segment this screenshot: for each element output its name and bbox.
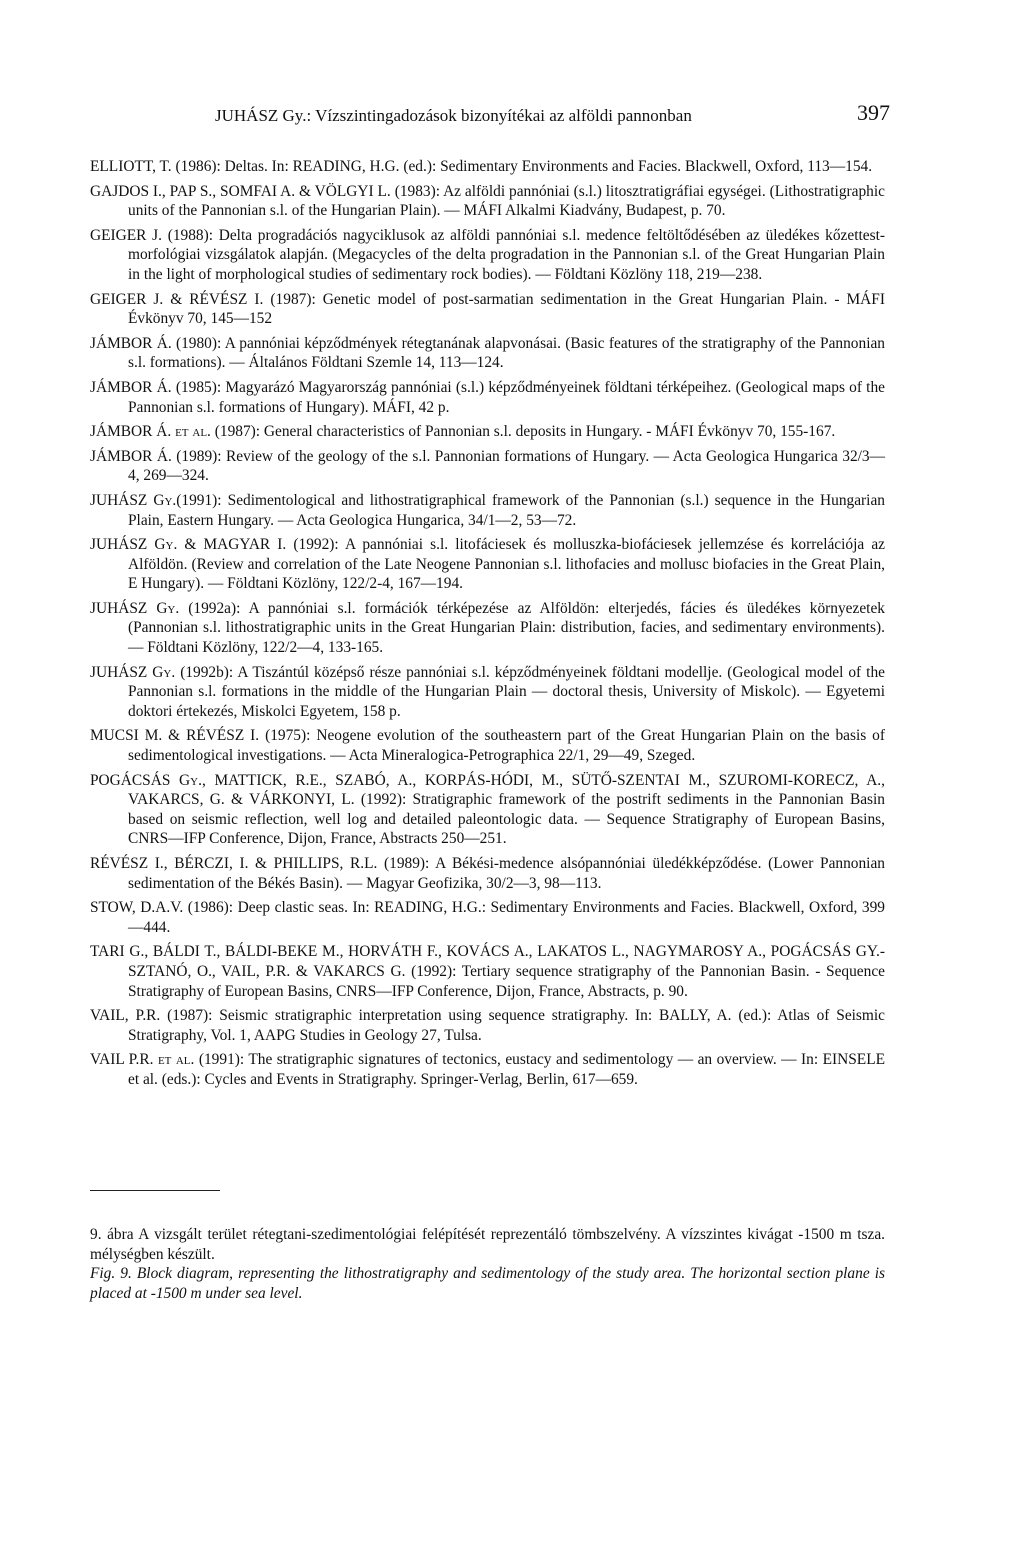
reference-text: (1992): Stratigraphic framework of the postrift sediments in the Pannonian Basin based on seismic reflection, well log and detailed paleontologic data. — Sequence Stratigraphy of European Basins, CNRS—IFP Conference, Dijon, France, Abstracts 250—251.: [128, 791, 885, 848]
reference-item: [90, 290, 885, 329]
reference-authors: JUHÁSZ Gy. & MAGYAR I.: [90, 536, 287, 554]
reference-authors: JUHÁSZ Gy.: [90, 663, 176, 681]
reference-text: (1980): A pannóniai képződmények rétegtanának alapvonásai. (Basic features of the stratigraphy of the Pannonian s.l. formations). — Általános Földtani Szemle 14, 113—124.: [128, 334, 885, 372]
reference-item: [90, 535, 885, 594]
reference-text: (1975): Neogene evolution of the southeastern part of the Great Hungarian Plain on the basis of sedimentological investigations. — Acta Mineralogica-Petrographica 22/1, 29—49, Szeged.: [128, 727, 886, 765]
reference-text: (1983): Az alföldi pannóniai (s.l.) litosztratigráfiai egységei. (Lithostratigraphic units of the Pannonian s.l. of the Hungarian Plain). — MÁFI Alkalmi Kiadvány, Budapest, p. 70.: [128, 182, 885, 220]
reference-item: [90, 942, 885, 1001]
reference-authors: JÁMBOR Á.: [90, 334, 172, 352]
reference-text: (1989): A Békési-medence alsópannóniai üledékképződése. (Lower Pannonian sedimentation of the Békés Basin). — Magyar Geofizika, 30/2—3, 98—113.: [128, 855, 885, 892]
reference-authors: GAJDOS I., PAP S., SOMFAI A. & VÖLGYI L.: [90, 182, 391, 200]
reference-item: [90, 663, 885, 722]
caption-english: Fig. 9. Block diagram, representing the lithostratigraphy and sedimentology of the study area. The horizontal section plane is placed at -1500 m under sea level.: [90, 1265, 885, 1302]
reference-authors: JUHÁSZ Gy.: [90, 599, 180, 617]
reference-text: (1989): Review of the geology of the s.l. Pannonian formations of Hungary. — Acta Geologica Hungarica 32/3—4, 269—324.: [128, 447, 885, 485]
running-title: JUHÁSZ Gy.: Vízszintingadozások bizonyítékai az alföldi pannonban: [215, 106, 692, 125]
reference-item: [90, 1006, 885, 1045]
reference-item: [90, 726, 885, 765]
reference-item: [90, 854, 885, 893]
reference-text: (1987): Seismic stratigraphic interpretation using sequence stratigraphy. In: BALLY, A. (ed.): Atlas of Seismic Stratigraphy, Vol. 1, AAPG Studies in Geology 27, Tulsa.: [128, 1007, 885, 1044]
reference-authors: GEIGER J. & RÉVÉSZ I.: [90, 290, 264, 308]
reference-text: (1991): Sedimentological and lithostratigraphical framework of the Pannonian (s.l.) sequence in the Hungarian Plain, Eastern Hungary. — Acta Geologica Hungarica, 34/1—2, 53—72.: [128, 491, 885, 529]
reference-authors: RÉVÉSZ I., BÉRCZI, I. & PHILLIPS, R.L.: [90, 855, 378, 872]
page-header: [205, 100, 890, 132]
reference-text: (1986): Deep clastic seas. In: READING, H.G.: Sedimentary Environments and Facies. Blackwell, Oxford, 399—444.: [128, 899, 885, 936]
reference-item: [90, 491, 885, 530]
reference-list: [90, 157, 885, 1095]
reference-authors: ELLIOTT, T.: [90, 158, 172, 175]
figure-caption: [90, 1225, 885, 1303]
reference-text: (1991): The stratigraphic signatures of tectonics, eustacy and sedimentology — an overview. — In: EINSELE et al. (eds.): Cycles and Events in Stratigraphy. Springer-Verlag, Berlin, 617—659.: [128, 1051, 885, 1088]
reference-authors: JÁMBOR Á. et al.: [90, 423, 211, 441]
reference-item: [90, 378, 885, 417]
reference-item: [90, 334, 885, 373]
reference-authors: GEIGER J.: [90, 226, 162, 244]
reference-item: [90, 447, 885, 486]
caption-hungarian: 9. ábra A vizsgált terület rétegtani-szedimentológiai felépítését reprezentáló tömbszelvény. A vízszintes kivágat -1500 m tsza. mélységben készült.: [90, 1226, 885, 1263]
reference-item: [90, 226, 885, 285]
reference-text: (1986): Deltas. In: READING, H.G. (ed.): Sedimentary Environments and Facies. Blackwell, Oxford, 113—154.: [175, 158, 873, 175]
reference-text: (1992a): A pannóniai s.l. formációk térképezése az Alföldön: elterjedés, fácies és üledékes környezetek (Pannonian s.l. lithostratigraphic units in the Great Hungarian Plain: distribution, facies, and sedimentary environments). — Földtani Közlöny, 122/2—4, 133-165.: [128, 599, 885, 657]
footnote-divider: [90, 1190, 220, 1191]
reference-item: [90, 1050, 885, 1089]
reference-authors: JUHÁSZ Gy.: [90, 491, 177, 509]
reference-text: (1988): Delta progradációs nagyciklusok az alföldi pannóniai s.l. medence feltöltődésében az üledékes kőzettest-morfológiai vizsgálatok alapján. (Megacycles of the delta progradation in the Pannonian s.l. of the Great Hungarian Plain in the light of morphological studies of sedimentary rock bodies). — Földtani Közlöny 118, 219—238.: [128, 226, 885, 283]
reference-authors: POGÁCSÁS Gy., MATTICK, R.E., SZABÓ, A., KORPÁS-HÓDI, M., SÜTŐ-SZENTAI M., SZUROMI-KORECZ, A., VAKARCS, G. & VÁRKONYI, L.: [90, 771, 885, 809]
reference-authors: TARI G., BÁLDI T., BÁLDI-BEKE M., HORVÁTH F., KOVÁCS A., LAKATOS L., NAGYMAROSY A., POGÁCSÁS GY.-SZTANÓ, O., VAIL, P.R. & VAKARCS G.: [90, 943, 885, 980]
reference-text: (1992): A pannóniai s.l. litofáciesek és molluszka-biofáciesek jellemzése és korrelációja az Alföldön. (Review and correlation of the Late Neogene Pannonian s.l. lithofacies and mollusc biofacies in the Great Plain, E Hungary). — Földtani Közlöny, 122/2-4, 167—194.: [128, 536, 885, 593]
reference-item: [90, 898, 885, 937]
reference-authors: VAIL, P.R.: [90, 1007, 161, 1025]
reference-item: [90, 599, 885, 658]
reference-authors: JÁMBOR Á.: [90, 447, 172, 465]
reference-item: [90, 422, 885, 442]
reference-text: (1992b): A Tiszántúl középső része pannóniai s.l. képződményeinek földtani modellje. (Geological model of the Pannonian s.l. formations in the middle of the Hungarian Plain — doctoral thesis, University of Miskolc). — Egyetemi doktori értekezés, Miskolci Egyetem, 158 p.: [128, 663, 885, 720]
reference-authors: MUCSI M. & RÉVÉSZ I.: [90, 727, 260, 745]
reference-item: [90, 157, 885, 177]
reference-text: (1985): Magyarázó Magyarország pannóniai (s.l.) képződményeinek földtani térképeihez. (Geological maps of the Pannonian s.l. formations of Hungary). MÁFI, 42 p.: [128, 378, 885, 416]
reference-authors: STOW, D.A.V.: [90, 899, 184, 917]
page-number: 397: [857, 100, 890, 125]
reference-text: (1987): Genetic model of post-sarmatian sedimentation in the Great Hungarian Plain. - MÁFI Évkönyv 70, 145—152: [128, 290, 885, 328]
reference-item: [90, 771, 885, 849]
reference-authors: VAIL P.R. et al.: [90, 1051, 195, 1069]
reference-item: [90, 182, 885, 221]
reference-text: (1992): Tertiary sequence stratigraphy of the Pannonian Basin. - Sequence Stratigraphy of European Basins, CNRS—IFP Conference, Dijon, France, Abstracts, p. 90.: [128, 962, 885, 1000]
reference-text: (1987): General characteristics of Pannonian s.l. deposits in Hungary. - MÁFI Évkönyv 70, 155-167.: [214, 423, 836, 441]
reference-authors: JÁMBOR Á.: [90, 378, 172, 396]
